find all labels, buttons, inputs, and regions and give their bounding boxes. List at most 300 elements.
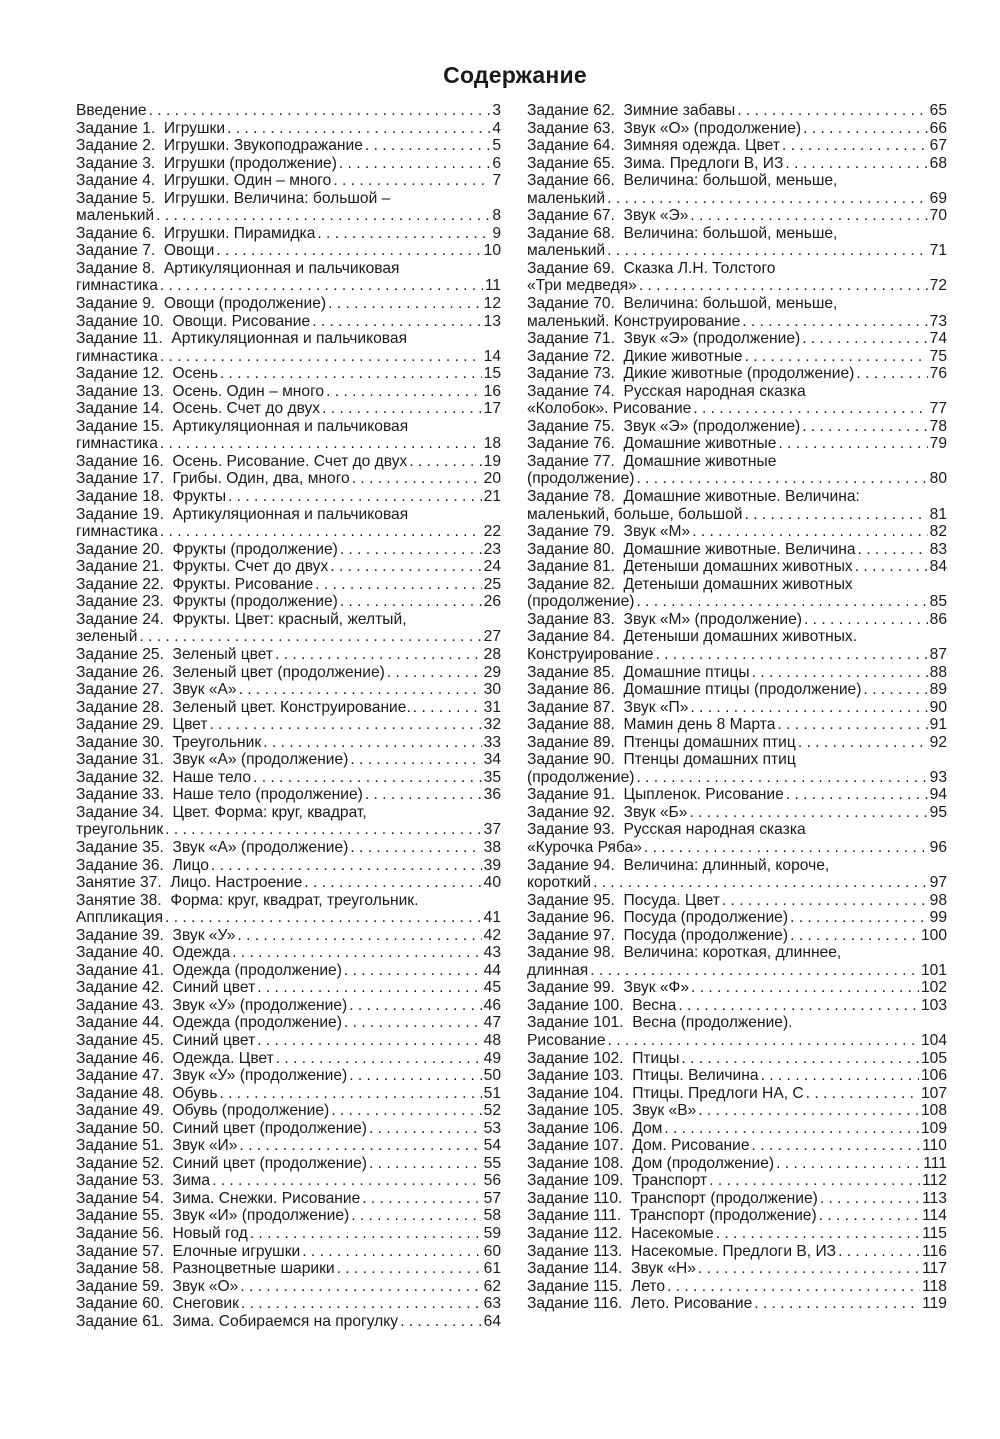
toc-entry-page-number: 92 bbox=[929, 733, 947, 751]
dot-leader bbox=[349, 1207, 481, 1225]
toc-entry-page-number: 50 bbox=[483, 1067, 501, 1085]
toc-entry-title: Задание 24. Фрукты. Цвет: красный, желтый, bbox=[76, 610, 407, 628]
toc-entry bbox=[76, 172, 501, 190]
toc-entry bbox=[527, 892, 947, 910]
toc-entry-title: Задание 57. Елочные игрушки bbox=[76, 1242, 301, 1260]
toc-entry-page-number: 44 bbox=[483, 961, 501, 979]
toc-entry-title: Задание 71. Звук «Э» (продолжение) bbox=[527, 330, 801, 348]
toc-entry bbox=[76, 400, 501, 418]
toc-entry-title: Задание 96. Посуда (продолжение) bbox=[527, 909, 789, 927]
toc-entry-page-number: 20 bbox=[483, 470, 501, 488]
toc-entry bbox=[76, 155, 501, 173]
toc-entry bbox=[76, 1243, 501, 1261]
toc-entry-page-number: 4 bbox=[492, 119, 501, 137]
dot-leader bbox=[784, 786, 928, 804]
toc-entry-page-number: 19 bbox=[483, 452, 501, 470]
toc-entry-title: Задание 30. Треугольник bbox=[76, 733, 262, 751]
toc-entry-title: Задание 92. Звук «Б» bbox=[527, 803, 688, 821]
toc-entry-page-number: 46 bbox=[483, 996, 501, 1014]
dot-leader bbox=[774, 1155, 921, 1173]
dot-leader bbox=[743, 348, 928, 366]
toc-entry-title: Задание 98. Величина: короткая, длиннее, bbox=[527, 944, 842, 962]
toc-entry-title: Задание 86. Домашние птицы (продолжение) bbox=[527, 681, 862, 699]
toc-entry-title: Задание 20. Фрукты (продолжение) bbox=[76, 540, 338, 558]
toc-entry-page-number: 31 bbox=[483, 698, 501, 716]
dot-leader bbox=[801, 120, 928, 138]
dot-leader bbox=[743, 506, 928, 524]
dot-leader bbox=[331, 172, 490, 190]
dot-leader bbox=[588, 962, 919, 980]
toc-entry-page-number: 94 bbox=[929, 786, 947, 804]
toc-entry-page-number: 98 bbox=[929, 891, 947, 909]
dot-leader bbox=[158, 348, 482, 366]
toc-entry bbox=[76, 435, 501, 453]
toc-entry bbox=[527, 962, 947, 980]
toc-entry bbox=[76, 418, 501, 436]
toc-entry-title: Задание 19. Артикуляционная и пальчиковая bbox=[76, 505, 409, 523]
toc-entry-page-number: 33 bbox=[483, 733, 501, 751]
toc-entry-page-number: 9 bbox=[492, 224, 501, 242]
toc-entry bbox=[76, 260, 501, 278]
toc-entry-title: маленький bbox=[527, 189, 606, 207]
dot-leader bbox=[720, 892, 928, 910]
toc-entry-title: Задание 88. Мамин день 8 Марта bbox=[527, 716, 776, 734]
toc-entry-page-number: 23 bbox=[483, 540, 501, 558]
toc-entry-page-number: 27 bbox=[483, 628, 501, 646]
toc-entry-title: Задание 67. Звук «Э» bbox=[527, 207, 689, 225]
dot-leader bbox=[137, 628, 481, 646]
toc-entry bbox=[527, 348, 947, 366]
toc-entry bbox=[527, 506, 947, 524]
toc-entry-title: Задание 18. Фрукты bbox=[76, 488, 227, 506]
dot-leader bbox=[302, 874, 481, 892]
toc-entry-title: Занятие 37. Лицо. Настроение bbox=[76, 874, 303, 892]
dot-leader bbox=[800, 330, 927, 348]
toc-entry-page-number: 35 bbox=[483, 768, 501, 786]
toc-entry-title: Задание 104. Птицы. Предлоги НА, С bbox=[527, 1084, 804, 1102]
toc-entry bbox=[76, 874, 501, 892]
dot-leader bbox=[853, 558, 928, 576]
dot-leader bbox=[800, 418, 927, 436]
dot-leader bbox=[261, 734, 481, 752]
toc-entry bbox=[527, 1172, 947, 1190]
toc-entry-page-number: 49 bbox=[483, 1049, 501, 1067]
toc-entry-title: Задание 52. Синий цвет (продолжение) bbox=[76, 1154, 367, 1172]
toc-entry-title: Задание 9. Овощи (продолжение) bbox=[76, 295, 327, 313]
toc-entry-page-number: 12 bbox=[483, 295, 501, 313]
toc-entry bbox=[527, 120, 947, 138]
toc-entry-page-number: 52 bbox=[483, 1102, 501, 1120]
toc-entry-title: Задание 111. Транспорт (продолжение) bbox=[527, 1207, 817, 1225]
toc-entry bbox=[527, 400, 947, 418]
toc-entry-title: Задание 65. Зима. Предлоги В, ИЗ bbox=[527, 154, 784, 172]
dot-leader bbox=[689, 979, 919, 997]
toc-entry-page-number: 47 bbox=[483, 1014, 501, 1032]
toc-entry-page-number: 56 bbox=[483, 1172, 501, 1190]
toc-entry-page-number: 42 bbox=[483, 926, 501, 944]
dot-leader bbox=[775, 716, 927, 734]
toc-entry-title: Задание 39. Звук «У» bbox=[76, 926, 236, 944]
dot-leader bbox=[300, 1243, 481, 1261]
dot-leader bbox=[679, 1050, 919, 1068]
toc-entry-page-number: 53 bbox=[483, 1119, 501, 1137]
toc-entry-title: Задание 91. Цыпленок. Рисование bbox=[527, 786, 784, 804]
toc-entry bbox=[76, 857, 501, 875]
toc-entry-page-number: 69 bbox=[929, 189, 947, 207]
toc-entry-title: Задание 45. Синий цвет bbox=[76, 1031, 256, 1049]
toc-entry-page-number: 32 bbox=[483, 716, 501, 734]
toc-entry-title: Задание 116. Лето. Рисование bbox=[527, 1295, 753, 1313]
toc-entry-page-number: 110 bbox=[922, 1137, 947, 1155]
toc-entry-page-number: 64 bbox=[483, 1312, 501, 1330]
toc-entry-title: Задание 46. Одежда. Цвет bbox=[76, 1049, 274, 1067]
dot-leader bbox=[255, 979, 481, 997]
toc-entry bbox=[527, 1190, 947, 1208]
dot-leader bbox=[676, 997, 919, 1015]
dot-leader bbox=[328, 558, 481, 576]
toc-entry bbox=[527, 751, 947, 769]
dot-leader bbox=[217, 1085, 481, 1103]
toc-entry-page-number: 71 bbox=[929, 242, 947, 260]
dot-leader bbox=[320, 400, 482, 418]
dot-leader bbox=[854, 365, 927, 383]
toc-entry bbox=[527, 628, 947, 646]
dot-leader bbox=[740, 313, 927, 331]
toc-entry-page-number: 103 bbox=[920, 996, 947, 1014]
dot-leader bbox=[158, 277, 483, 295]
toc-entry bbox=[527, 611, 947, 629]
toc-entry-title: Задание 58. Разноцветные шарики bbox=[76, 1260, 335, 1278]
toc-entry-title: Задание 14. Осень. Счет до двух bbox=[76, 400, 321, 418]
toc-entry-title: Задание 49. Обувь (продолжение) bbox=[76, 1102, 330, 1120]
dot-leader bbox=[796, 734, 928, 752]
toc-entry bbox=[76, 558, 501, 576]
toc-entry-page-number: 57 bbox=[483, 1189, 501, 1207]
toc-entry-title: Задание 55. Звук «И» (продолжение) bbox=[76, 1207, 350, 1225]
toc-entry-page-number: 118 bbox=[922, 1277, 947, 1295]
dot-leader bbox=[329, 1102, 481, 1120]
toc-entry bbox=[76, 751, 501, 769]
dot-leader bbox=[218, 365, 482, 383]
toc-entry-title: Задание 47. Звук «У» (продолжение) bbox=[76, 1067, 348, 1085]
toc-entry-page-number: 115 bbox=[922, 1225, 947, 1242]
toc-entry-page-number: 11 bbox=[484, 277, 501, 295]
toc-entry bbox=[527, 260, 947, 278]
toc-entry bbox=[76, 242, 501, 260]
toc-entry bbox=[527, 1120, 947, 1138]
toc-entry-page-number: 51 bbox=[483, 1084, 501, 1102]
dot-leader bbox=[398, 1313, 482, 1331]
toc-entry-title: треугольник bbox=[76, 821, 164, 839]
toc-entry-title: Задание 101. Весна (продолжение). bbox=[527, 1014, 793, 1032]
toc-entry bbox=[76, 1172, 501, 1190]
toc-entry bbox=[76, 1295, 501, 1313]
toc-entry-page-number: 87 bbox=[929, 645, 947, 663]
toc-entry-title: Задание 110. Транспорт (продолжение) bbox=[527, 1189, 818, 1207]
toc-entry-title: Задание 72. Дикие животные bbox=[527, 347, 743, 365]
toc-entry bbox=[527, 699, 947, 717]
toc-entry-title: Задание 51. Звук «И» bbox=[76, 1137, 238, 1155]
toc-entry bbox=[76, 1102, 501, 1120]
toc-entry bbox=[527, 786, 947, 804]
dot-leader bbox=[230, 944, 482, 962]
toc-entry-title: Задание 42. Синий цвет bbox=[76, 979, 256, 997]
toc-entry-title: (продолжение) bbox=[527, 470, 635, 488]
dot-leader bbox=[225, 120, 490, 138]
toc-entry bbox=[527, 313, 947, 331]
toc-entry bbox=[527, 137, 947, 155]
toc-entry bbox=[527, 1207, 947, 1225]
toc-entry-title: Задание 68. Величина: большой, меньше, bbox=[527, 224, 838, 242]
dot-leader bbox=[856, 541, 928, 559]
toc-entry bbox=[527, 558, 947, 576]
toc-entry bbox=[76, 102, 501, 120]
dot-leader bbox=[687, 804, 927, 822]
dot-leader bbox=[338, 593, 482, 611]
toc-entry-page-number: 41 bbox=[483, 909, 501, 927]
toc-entry-page-number: 28 bbox=[483, 645, 501, 663]
toc-entry bbox=[76, 1155, 501, 1173]
dot-leader bbox=[239, 1295, 482, 1313]
toc-entry bbox=[527, 330, 947, 348]
toc-entry-title: Задание 83. Звук «М» (продолжение) bbox=[527, 610, 802, 628]
dot-leader bbox=[342, 1014, 482, 1032]
toc-entry-title: Задание 100. Весна bbox=[527, 996, 677, 1014]
toc-entry bbox=[527, 102, 947, 120]
dot-leader bbox=[226, 488, 482, 506]
toc-entry-title: Задание 66. Величина: большой, меньше, bbox=[527, 172, 838, 190]
toc-entry bbox=[527, 207, 947, 225]
toc-entry-title: Задание 109. Транспорт bbox=[527, 1172, 708, 1190]
toc-entry-title: Задание 87. Звук «П» bbox=[527, 698, 689, 716]
toc-entry-title: гимнастика bbox=[76, 523, 158, 541]
dot-leader bbox=[274, 1050, 482, 1068]
toc-entry-page-number: 16 bbox=[483, 382, 501, 400]
dot-leader bbox=[691, 400, 927, 418]
toc-entry bbox=[527, 453, 947, 471]
toc-entry-title: Задание 3. Игрушки (продолжение) bbox=[76, 154, 337, 172]
toc-entry-title: Задание 12. Осень bbox=[76, 365, 218, 383]
toc-entry-title: маленький, больше, большой bbox=[527, 505, 743, 523]
dot-leader bbox=[347, 1067, 481, 1085]
toc-entry bbox=[527, 1278, 947, 1296]
toc-entry bbox=[76, 1032, 501, 1050]
dot-leader bbox=[642, 839, 928, 857]
toc-entry-page-number: 66 bbox=[929, 119, 947, 137]
toc-entry-page-number: 80 bbox=[929, 470, 947, 488]
dot-leader bbox=[348, 839, 481, 857]
toc-entry-title: Задание 15. Артикуляционная и пальчиковая bbox=[76, 417, 409, 435]
dot-leader bbox=[783, 155, 927, 173]
toc-entry-title: Задание 50. Синий цвет (продолжение) bbox=[76, 1119, 367, 1137]
toc-entry bbox=[527, 1243, 947, 1261]
toc-entry-title: короткий bbox=[527, 874, 592, 892]
dot-leader bbox=[788, 909, 928, 927]
toc-entry bbox=[527, 295, 947, 313]
toc-entry-page-number: 72 bbox=[929, 277, 947, 295]
toc-entry-title: Задание 10. Овощи. Рисование bbox=[76, 312, 311, 330]
toc-entry bbox=[527, 242, 947, 260]
toc-entry bbox=[76, 137, 501, 155]
toc-entry-title: Задание 114. Звук «Н» bbox=[527, 1260, 696, 1278]
dot-leader bbox=[255, 1032, 481, 1050]
toc-entry-title: Аппликация bbox=[76, 909, 164, 927]
toc-entry-title: «Колобок». Рисование bbox=[527, 400, 692, 418]
dot-leader bbox=[818, 1190, 920, 1208]
toc-entry-page-number: 10 bbox=[483, 242, 501, 260]
toc-entry-title: гимнастика bbox=[76, 435, 158, 453]
toc-entry bbox=[76, 962, 501, 980]
toc-entry bbox=[527, 839, 947, 857]
toc-entry-page-number: 5 bbox=[492, 137, 501, 155]
toc-entry-page-number: 65 bbox=[929, 102, 947, 119]
dot-leader bbox=[367, 1155, 482, 1173]
dot-leader bbox=[690, 523, 927, 541]
toc-entry-title: Задание 54. Зима. Снежки. Рисование bbox=[76, 1189, 361, 1207]
toc-entry bbox=[527, 821, 947, 839]
toc-entry bbox=[527, 1137, 947, 1155]
toc-entry-page-number: 25 bbox=[483, 575, 501, 593]
dot-leader bbox=[348, 751, 481, 769]
toc-entry bbox=[527, 190, 947, 208]
toc-entry bbox=[527, 664, 947, 682]
toc-entry bbox=[76, 734, 501, 752]
toc-entry bbox=[527, 172, 947, 190]
toc-column-right bbox=[527, 102, 947, 1313]
toc-entry bbox=[527, 470, 947, 488]
toc-entry-page-number: 117 bbox=[922, 1260, 947, 1278]
toc-entry-title: Задание 105. Звук «В» bbox=[527, 1102, 697, 1120]
toc-entry-page-number: 83 bbox=[929, 540, 947, 558]
toc-entry-title: Задание 34. Цвет. Форма: круг, квадрат, bbox=[76, 803, 367, 821]
toc-entry-page-number: 79 bbox=[929, 435, 947, 453]
toc-entry-title: Задание 41. Одежда (продолжение) bbox=[76, 961, 342, 979]
toc-entry-title: Задание 8. Артикуляционная и пальчиковая bbox=[76, 259, 400, 277]
toc-entry-title: «Три медведя» bbox=[527, 277, 637, 295]
dot-leader bbox=[147, 102, 491, 120]
toc-entry-title: Задание 70. Величина: большой, меньше, bbox=[527, 295, 838, 313]
dot-leader bbox=[776, 435, 927, 453]
toc-entry-title: (продолжение) bbox=[527, 768, 635, 786]
toc-entry-page-number: 60 bbox=[483, 1242, 501, 1260]
dot-leader bbox=[313, 576, 481, 594]
toc-entry-page-number: 106 bbox=[920, 1067, 947, 1085]
toc-entry-title: Задание 102. Птицы bbox=[527, 1049, 680, 1067]
toc-entry bbox=[527, 927, 947, 945]
toc-entry bbox=[76, 716, 501, 734]
toc-entry-title: Задание 97. Посуда (продолжение) bbox=[527, 926, 789, 944]
toc-entry bbox=[76, 786, 501, 804]
dot-leader bbox=[315, 225, 490, 243]
dot-leader bbox=[335, 1260, 482, 1278]
toc-entry bbox=[527, 857, 947, 875]
toc-entry-title: Задание 61. Зима. Собираемся на прогулку bbox=[76, 1312, 399, 1330]
toc-entry-page-number: 24 bbox=[483, 558, 501, 576]
toc-entry-title: Задание 28. Зеленый цвет. Конструирование. bbox=[76, 698, 411, 716]
dot-leader bbox=[750, 1137, 921, 1155]
toc-entry bbox=[76, 944, 501, 962]
dot-leader bbox=[407, 453, 481, 471]
toc-entry-page-number: 21 bbox=[483, 488, 501, 506]
toc-entry-title: Задание 16. Осень. Рисование. Счет до двух bbox=[76, 452, 408, 470]
toc-entry bbox=[527, 1260, 947, 1278]
toc-entry bbox=[527, 734, 947, 752]
toc-entry-page-number: 70 bbox=[929, 207, 947, 225]
toc-entry-title: Задание 48. Обувь bbox=[76, 1084, 218, 1102]
toc-entry-title: Задание 32. Наше тело bbox=[76, 768, 252, 786]
dot-leader bbox=[802, 611, 928, 629]
toc-entry-page-number: 62 bbox=[483, 1277, 501, 1295]
toc-entry bbox=[76, 1260, 501, 1278]
dot-leader bbox=[750, 664, 928, 682]
toc-entry-title: Задание 26. Зеленый цвет (продолжение) bbox=[76, 663, 385, 681]
toc-entry bbox=[527, 1032, 947, 1050]
toc-entry-title: Задание 107. Дом. Рисование bbox=[527, 1137, 750, 1155]
toc-entry-page-number: 81 bbox=[929, 505, 947, 523]
toc-entry-page-number: 88 bbox=[929, 663, 947, 681]
toc-entry bbox=[527, 488, 947, 506]
toc-entry-page-number: 14 bbox=[483, 347, 501, 365]
toc-entry bbox=[76, 593, 501, 611]
toc-entry-title: Задание 63. Звук «О» (продолжение) bbox=[527, 119, 802, 137]
toc-entry bbox=[76, 453, 501, 471]
toc-entry bbox=[527, 383, 947, 401]
toc-entry-title: Задание 93. Русская народная сказка bbox=[527, 821, 806, 839]
toc-entry bbox=[76, 470, 501, 488]
toc-entry bbox=[76, 839, 501, 857]
toc-entry-title: Задание 108. Дом (продолжение) bbox=[527, 1154, 775, 1172]
toc-entry bbox=[76, 699, 501, 717]
toc-entry-title: Задание 74. Русская народная сказка bbox=[527, 382, 806, 400]
toc-entry-title: Задание 27. Звук «А» bbox=[76, 681, 237, 699]
toc-entry bbox=[527, 681, 947, 699]
toc-entry-page-number: 55 bbox=[483, 1154, 501, 1172]
dot-leader bbox=[363, 786, 482, 804]
toc-entry-title: Введение bbox=[76, 102, 147, 119]
dot-leader bbox=[235, 927, 481, 945]
toc-entry-title: Задание 75. Звук «Э» (продолжение) bbox=[527, 417, 801, 435]
toc-entry-title: Задание 78. Домашние животные. Величина: bbox=[527, 488, 860, 506]
dot-leader bbox=[605, 242, 927, 260]
toc-entry bbox=[76, 892, 501, 910]
toc-entry-title: Задание 59. Звук «О» bbox=[76, 1277, 239, 1295]
dot-leader bbox=[385, 664, 482, 682]
toc-entry-title: Задание 31. Звук «А» (продолжение) bbox=[76, 751, 349, 769]
toc-entry bbox=[76, 821, 501, 839]
toc-entry bbox=[527, 646, 947, 664]
dot-leader bbox=[714, 1225, 920, 1243]
toc-entry-page-number: 91 bbox=[929, 716, 947, 734]
dot-leader bbox=[696, 1260, 920, 1278]
toc-entry-page-number: 39 bbox=[483, 856, 501, 874]
toc-entry bbox=[76, 207, 501, 225]
toc-entry-page-number: 102 bbox=[920, 979, 947, 997]
toc-entry-page-number: 3 bbox=[492, 102, 501, 119]
toc-entry bbox=[76, 927, 501, 945]
toc-entry bbox=[76, 769, 501, 787]
toc-entry bbox=[527, 1155, 947, 1173]
toc-entry-title: Задание 80. Домашние животные. Величина bbox=[527, 540, 856, 558]
dot-leader bbox=[360, 1190, 481, 1208]
toc-entry bbox=[76, 979, 501, 997]
toc-entry-title: Задание 90. Птенцы домашних птиц bbox=[527, 751, 796, 769]
toc-entry bbox=[527, 1050, 947, 1068]
toc-entry-page-number: 116 bbox=[922, 1242, 947, 1260]
toc-entry bbox=[527, 874, 947, 892]
toc-entry bbox=[527, 435, 947, 453]
toc-entry-page-number: 101 bbox=[920, 961, 947, 979]
toc-entry-title: Задание 2. Игрушки. Звукоподражание bbox=[76, 137, 363, 155]
